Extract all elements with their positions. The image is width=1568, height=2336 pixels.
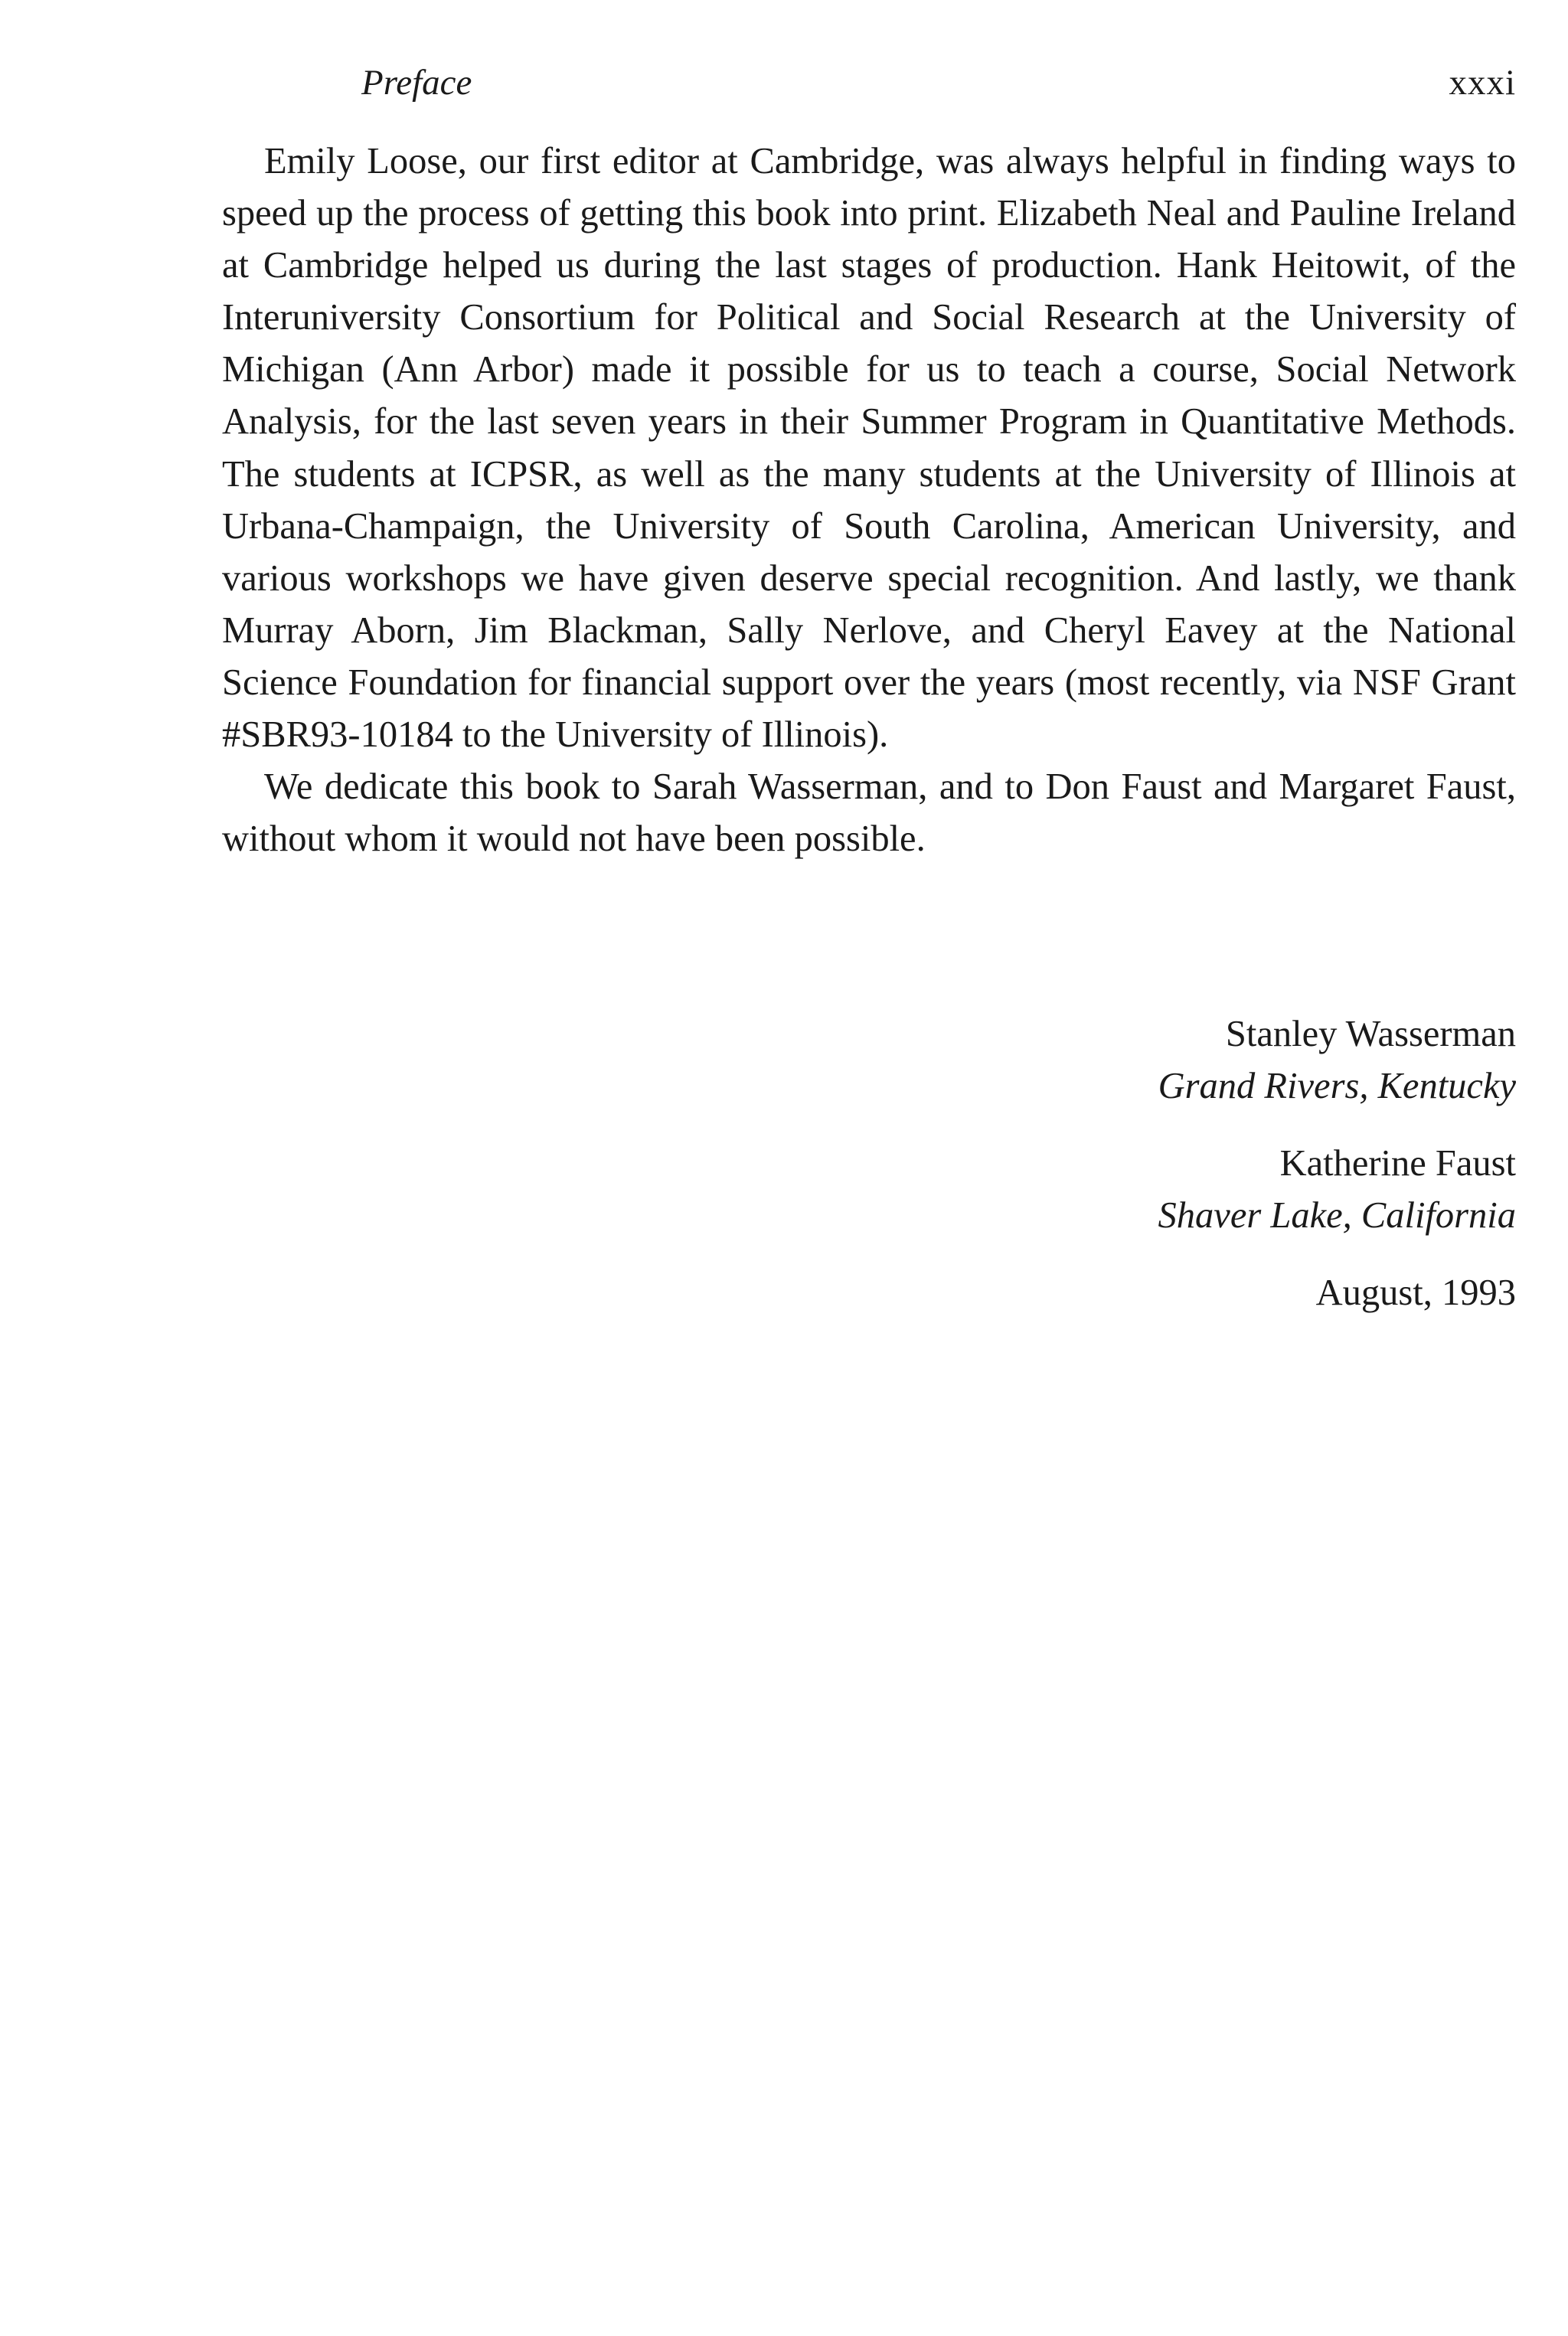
body-text: [222, 136, 1516, 865]
signature-place: Shaver Lake, California: [1158, 1195, 1516, 1236]
signature-name: Stanley Wasserman: [1225, 1014, 1516, 1054]
running-head: [222, 60, 1516, 106]
paragraph-dedication: We dedicate this book to Sarah Wasserman, and to Don Faust and Margaret Faust, without whom it would not have been possible.: [222, 766, 1516, 860]
signature-place: Grand Rivers, Kentucky: [1158, 1066, 1516, 1106]
running-title: Preface: [361, 63, 472, 103]
signature-block: [222, 1008, 1516, 1319]
signature-name: Katherine Faust: [1279, 1143, 1516, 1184]
signature-faust: [222, 1138, 1516, 1242]
page-number: xxxi: [1449, 63, 1516, 103]
signature-wasserman: [222, 1008, 1516, 1112]
preface-date: August, 1993: [1315, 1273, 1516, 1313]
paragraph-acknowledgements: Emily Loose, our first editor at Cambridge, was always helpful in finding ways to speed up the process of getting this book into print. Elizabeth Neal and Pauline Ireland at Cambridge helped us during the last stages of production. Hank Heitowit, of the Interuniversity Consortium for Political and Social Research at the University of Michigan (Ann Arbor) made it possible for us to teach a course, Social Network Analysis, for the last seven years in their Summer Program in Quantitative Methods. The students at ICPSR, as well as the many students at the University of Illinois at Urbana-Champaign, the University of South Carolina, American University, and various workshops we have given deserve special recognition. And lastly, we thank Murray Aborn, Jim Blackman, Sally Nerlove, and Cheryl Eavey at the National Science Foundation for financial support over the years (most recently, via NSF Grant #SBR93-10184 to the University of Illinois).: [222, 141, 1516, 756]
